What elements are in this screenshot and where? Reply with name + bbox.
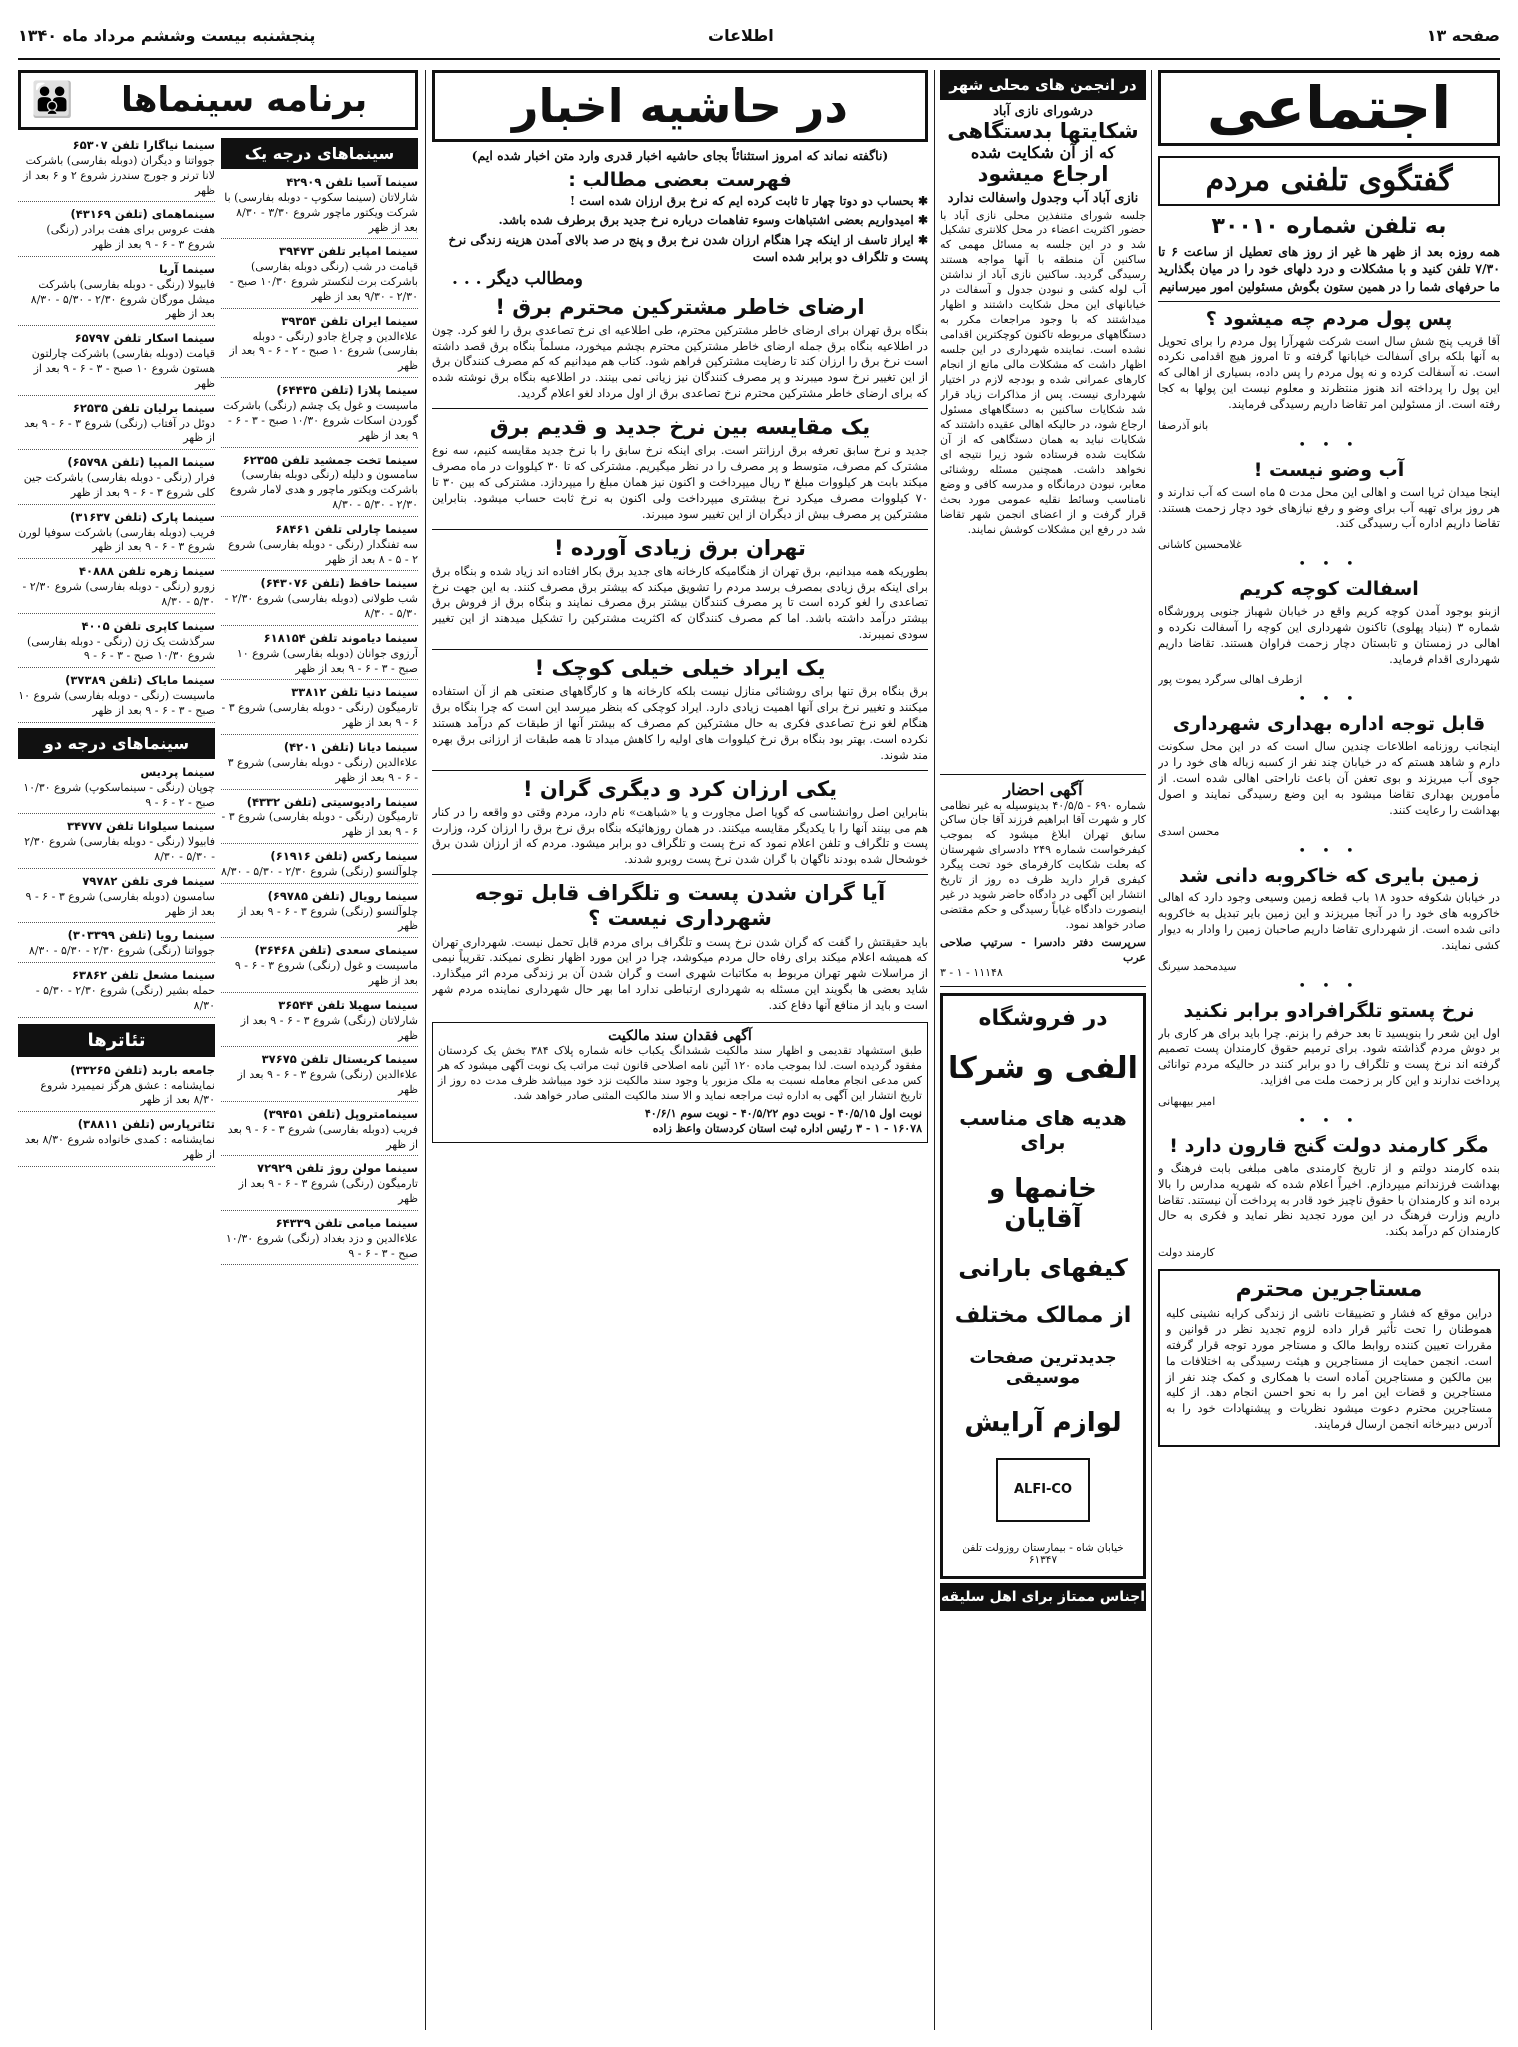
cinema-listing: سینما اسکار تلفن ۶۵۷۹۷ قیامت (دوبله بفارسی) باشرکت چارلتون هستون شروع ۱۰ صبح - ۳ - ۶ - ۹ بعد از ظهر — [18, 331, 215, 395]
letter-signature: سیدمحمد سیرنگ — [1158, 959, 1237, 973]
section-title: ارضای خاطر مشترکین محترم برق ! — [495, 294, 865, 319]
cinema-listing: سینمامتروپل (تلفن ۳۹۴۵۱) فریب (دوبله بفارسی) شروع ۳ - ۶ - ۹ بعد از ظهر — [221, 1107, 418, 1157]
letter-body: در خیابان شکوفه حدود ۱۸ باب قطعه زمین وسیعی وجود دارد که اهالی خاکروبه های خود را در آنجا میریزند و این زمین بایر تبدیل به خاکروبه دانی شده است. از شهرداری تقاضا داریم صاحبان زمین را وادار به دیوار کشی نمایند. — [1158, 890, 1500, 952]
cinema-listing: سینما نیاگارا تلفن ۶۵۳۰۷ جوواتنا و دیگران (دوبله بفارسی) باشرکت لانا ترنر و جورج سندرز شروع ۲ و ۶ بعد از ظهر — [18, 138, 215, 202]
theaters-banner: تئاترها — [18, 1024, 215, 1057]
ad-address: خیابان شاه - بیمارستان روزولت تلفن ۶۱۳۴۷ — [962, 1541, 1124, 1566]
cinema-listing: سینما پلازا (تلفن ۶۴۴۳۵) ماسیست و غول یک چشم (رنگی) باشرکت گوردن اسکات شروع ۱۰/۳۰ صبح - ۳ - ۶ - ۹ بعد از ظهر — [221, 383, 418, 447]
cinema-listing: سینما مایاک (تلفن ۳۷۳۸۹) ماسیست (رنگی - دوبله بفارسی) شروع ۱۰ صبح - ۳ - ۶ - ۹ بعد از ظهر — [18, 673, 215, 723]
section-body: جدید و نرخ سابق تعرفه برق ارزانتر است. برای اینکه نرخ سابق را با نرخ جدید مقایسه کنیم، سه نوع مشترک کم مصرف، متوسط و پر مصرف را در نظر میگیریم. مشترکی که تا ۳۰ کیلووات در ماه مصرف میکند بابت هر کیلووات مبلغ ۳ ریال میپرداخت و اکنون نیز همان مبلغ را میپردازد. مشترکی که بین ۳۰ تا ۷۰ کیلووات مصرف میکرد نرخ بیشتری میپرداخت ولی اکنون به نرخ ثابت حساب میشود. بنابراین مشترکین پر مصرف بیش از دیگران از این تغییر سود میبرند. — [432, 443, 928, 521]
notice-reference: ۱۱۱۴۸ - ۱ - ۳ — [940, 966, 1003, 979]
cinema-subcolumn-right — [221, 138, 418, 1270]
cinema-listing: سینما المپیا (تلفن ۶۵۷۹۸) فرار (رنگی - دوبله بفارسی) باشرکت جین کلی شروع ۳ - ۶ - ۹ بعد از ظهر — [18, 455, 215, 505]
ad-brand: ALFI-CO — [1013, 1482, 1073, 1498]
tenants-body: دراین موقع که فشار و تضییقات ناشی از زندگی کرایه نشینی کلیه هموطنان را تحت تأثیر قرار داده لزوم تجدید نظر در قوانین و مقررات تعیین کننده روابط مالک و مستاجر مورد توجه قرار گرفته است. انجمن حمایت از مستاجرین و هیئت رسیدگی به اختلافات ما بین مالکین و مستاجرین آماده است با همکاری و کمک چند نفر از مستاجرین و قضات این امر را به نحو احسن انجام دهد. از کلیه مستاجرین محترم دعوت میشود نظریات و پیشنهادات خود را به آدرس دبیرخانه انجمن ارسال فرمایند. — [1166, 1306, 1492, 1432]
letter-body: آقا قریب پنج شش سال است شرکت شهرآرا پول مردم را برای تحویل به آنها بلکه برای آسفالت خیابانها گرفته و تا امروز هیچ اقدامی نکرده است. نه آسفالت کرده و نه پول مردم را پس داده، بسیاری از اهالی که این پول را پرداخته اند هنوز منتظرند و معلوم نیست این پولها به کجا رفته است. از مسئولین امر تقاضا داریم رسیدگی فرمایند. — [1158, 333, 1500, 411]
legal-notice-dates: نوبت اول ۴۰/۵/۱۵ - نوبت دوم ۴۰/۵/۲۲ - نوبت سوم ۴۰/۶/۱ — [644, 1106, 922, 1120]
ad-line: خانمها و آقایان — [989, 1174, 1097, 1235]
cinema-listing: سینما میامی تلفن ۶۴۳۳۹ علاءالدین و دزد بغداد (رنگی) شروع ۱۰/۳۰ صبح - ۳ - ۶ - ۹ — [221, 1216, 418, 1266]
cinema-listing: سینما رویال (تلفن ۶۹۷۸۵) چلوآلنسو (رنگی) شروع ۳ - ۶ - ۹ بعد از ظهر — [221, 889, 418, 939]
letter-title: مگر کارمند دولت گنج قارون دارد ! — [1169, 1135, 1489, 1158]
letter-body: اینجا میدان ثریا است و اهالی این محل مدت ۵ ماه است که آب ندارند و هر روز برای تهیه آب برای وضو و رفع نیازهای خود دچار زحمت هستند. تقاضا داریم اداره آب رسیدگی کند. — [1158, 484, 1500, 531]
letter-title: قابل توجه اداره بهداری شهرداری — [1172, 713, 1486, 736]
letter-title: نرخ پستو تلگرافرادو برابر نکنید — [1183, 999, 1475, 1022]
news-margin-title: در حاشیه اخبار — [432, 70, 928, 142]
letter-title: اسفالت کوچه کریم — [1239, 578, 1419, 601]
news-margin-column — [432, 70, 928, 2030]
ad-line: کیفهای بارانی — [958, 1254, 1128, 1283]
cinema-listing: سینما کاپری تلفن ۴۰۰۵ سرگذشت یک زن (رنگی - دوبله بفارسی) شروع ۱۰/۳۰ صبح - ۳ - ۶ - ۹ — [18, 619, 215, 669]
section-title: یک ایراد خیلی خیلی کوچک ! — [534, 656, 826, 681]
section-body: باید حقیقتش را گفت که گران شدن نرخ پست و تلگراف برای مردم قابل تحمل نیست. شهرداری تهران که همیشه اعلام میکند برای رفاه حال مردم میکوشد، چرا در این مورد اظهار نظری نمیکند. تقریباً نیمی از مراسلات شهر تهران مربوط به مکاتبات شهری است و گران شدن آن بر زندگی مردم اثر میگذارد. شاید بعضی ها بگویند این مسئله به شهرداری ارتباطی ندارد اما بهر حال شهرداری نماینده مردم شهر است و باید از منافع آنها دفاع کند. — [432, 934, 928, 1012]
section-title: یک مقایسه بین نرخ جدید و قدیم برق — [489, 415, 871, 440]
cinema-listing: سینماهمای (تلفن ۴۳۱۶۹) هفت عروس برای هفت برادر (رنگی) شروع ۳ - ۶ - ۹ بعد از ظهر — [18, 207, 215, 257]
cinema-listing: سینما مشعل تلفن ۶۳۸۶۲ حمله بشیر (رنگی) شروع ۲/۳۰ - ۵/۳۰ - ۸/۳۰ — [18, 968, 215, 1018]
legal-notice-box — [432, 1022, 928, 1143]
contents-item: ✱ بحساب دو دوتا چهار تا ثابت کرده ایم که نرخ برق ارزان شده است ! — [569, 194, 928, 208]
letter-signature: ازطرف اهالی سرگرد یموت پور — [1158, 673, 1303, 687]
ad-line: لوازم آرایش — [964, 1407, 1122, 1438]
cinema-listing: سینما چارلی تلفن ۶۸۴۶۱ سه تفنگدار (رنگی - دوبله بفارسی) شروع ۲ - ۵ - ۸ بعد از ظهر — [221, 522, 418, 572]
notice-signature: سرپرست دفتر دادسرا - سرتیپ صلاحی عرب — [940, 936, 1146, 965]
section-body: برق بنگاه برق تنها برای روشنائی منازل نیست بلکه کارخانه ها و کارگاههای صنعتی هم از آن استفاده میکنند و تغییر نرخ برای آنها اهمیت زیادی دارد. ایراد کوچکی که بنظر میرسد این است که چرا بنگاه برق هنگام لغو نرخ تصاعدی فکری به حال مشترکین کم مصرف که بیشتر آنها از طبقات کم درآمد هستند نکرده است. بهتر بود بنگاه برق نرخ کیلووات های اولیه را کاهش میداد تا همه طبقات از ارزانی برق بهره مند شوند. — [432, 684, 928, 762]
news-section — [432, 415, 928, 522]
family-silhouette-icon: 👪 — [31, 80, 74, 120]
cinema-listing: سینما کریستال تلفن ۳۷۶۷۵ علاءالدین (رنگی) شروع ۳ - ۶ - ۹ بعد از ظهر — [221, 1052, 418, 1102]
letter-item — [1158, 308, 1500, 432]
local-council-banner: در انجمن های محلی شهر — [940, 70, 1146, 100]
cinema-subcolumn-left — [18, 138, 215, 1270]
letter-body: اول این شعر را بنویسید تا بعد حرفم را بزنم. چرا باید برای هر کاری بار بر دوش مردم گذاشته شود. برای ترمیم حقوق کارمندان پست تصمیم گرفته اند نرخ پست و تلگراف را دو برابر کنند در حالیکه مردم توانائی پرداخت ندارند و این کار بر زحمت ملت می افزاید. — [1158, 1025, 1500, 1088]
cinema-listing: سینما مولن روژ تلفن ۷۲۹۲۹ تارمیگون (رنگی) شروع ۳ - ۶ - ۹ بعد از ظهر — [221, 1161, 418, 1211]
letter-title: زمین بایری که خاکروبه دانی شد — [1178, 864, 1480, 887]
letter-title: پس پول مردم چه میشود ؟ — [1205, 307, 1453, 330]
ad-line: جدیدترین صفحات موسیقی — [969, 1347, 1117, 1388]
council-subhead: نازی آباد آب وجدول واسفالت ندارد — [947, 190, 1139, 206]
phone-heading: گفتگوی تلفنی مردم — [1158, 156, 1500, 206]
letter-item — [1158, 459, 1500, 551]
cinema-listing: سینما سیلوانا تلفن ۳۴۷۷۷ فابیولا (رنگی - دوبله بفارسی) شروع ۲/۳۰ - ۵/۳۰ - ۸/۳۰ — [18, 819, 215, 869]
theater-listing: تئاترپارس (تلفن ۳۸۸۱۱) نمایشنامه : کمدی خانواده شروع ۸/۳۰ بعد از ظهر — [18, 1117, 215, 1167]
second-run-banner: سینماهای درجه دو — [18, 728, 215, 759]
contents-item: ✱ ایراز تاسف از اینکه چرا هنگام ارزان شدن نرخ برق و پنج در صد بالای آمدن هزینه زندگی نرخ پست و تلگراف دو برابر شده است — [448, 232, 928, 265]
letter-title: آب وضو نیست ! — [1253, 458, 1405, 481]
issue-date: پنجشنبه بیست وششم مرداد ماه ۱۳۴۰ — [18, 26, 316, 45]
storefront-logo — [996, 1458, 1090, 1522]
letter-item — [1158, 865, 1500, 973]
legal-notice-body: طبق استشهاد تقدیمی و اظهار سند مالکیت ششدانگ یکباب خانه شماره پلاک ۳۸۴ بخش یک کردستان مفقود گردیده است. لذا بموجب ماده ۱۲۰ آئین نامه اصلاحی قانون ثبت مراتب یک نوبت آگهی میشود که هر کس مدعی انجام معامله نسبت به ملک مزبور یا وجود سند مالکیت نزد خود میباشد ظرف مدت ده روز از تاریخ انتشار این آگهی به اداره ثبت مراجعه نماید و الا سند مالکیت المثنی صادر خواهد شد. — [438, 1043, 922, 1102]
page-number: صفحه ۱۳ — [1426, 26, 1500, 45]
letter-signature: امیر بیهبهانی — [1158, 1095, 1216, 1109]
cinema-masthead-title: برنامه سینماها — [121, 80, 368, 120]
cinema-listing: سینما برلیان تلفن ۶۲۵۳۵ دوئل در آفتاب (رنگی) شروع ۳ - ۶ - ۹ بعد از ظهر — [18, 401, 215, 451]
cinema-listing: سینما دیاموند تلفن ۶۱۸۱۵۴ آرزوی جوانان (دوبله بفارسی) شروع ۱۰ صبح - ۳ - ۶ - ۹ بعد از ظهر — [221, 631, 418, 681]
cinema-listing: سینما رکس (تلفن ۶۱۹۱۶) چلوآلنسو (رنگی) شروع ۲/۳۰ - ۵/۳۰ - ۸/۳۰ — [221, 849, 418, 884]
council-headline: درشورای نازی آباد — [993, 104, 1093, 119]
ad-store-name: الفی و شرکا — [948, 1051, 1138, 1087]
letter-item — [1158, 1135, 1500, 1259]
first-run-banner: سینماهای درجه یک — [221, 138, 418, 169]
council-headline: شکایتها بدستگاهی — [947, 119, 1139, 143]
news-section — [432, 656, 928, 763]
cinema-masthead — [18, 70, 418, 130]
legal-notice-title: آگهی فقدان سند مالکیت — [608, 1027, 752, 1044]
contents-title: فهرست بعضی مطالب : — [568, 169, 792, 191]
phone-intro: همه روزه بعد از ظهر ها غیر از روز های تعطیل از ساعت ۶ تا ۷/۳۰ تلفن کنید و با مشکلات و درد دلهای خود را در میان بگذارید ما حرفهای شما را در همین ستون بگوش مسئولین امور میرسانیم — [1158, 244, 1500, 294]
letter-item — [1158, 1000, 1500, 1108]
letter-body: ازبنو بوجود آمدن کوچه کریم واقع در خیابان شهباز جنوبی پرورشگاه شماره ۳ (بنیاد پهلوی) تاکنون شهرداری این کوچه را آسفالت نکرده و اهالی در زمستان و تابستان دچار زحمت فراوان هستند. تقاضا داریم شهرداری اقدام فرماید. — [1158, 604, 1500, 666]
cinema-listing: سینما زهره تلفن ۴۰۸۸۸ زورو (رنگی - دوبله بفارسی) شروع ۲/۳۰ - ۵/۳۰ - ۸/۳۰ — [18, 564, 215, 614]
cinema-column — [18, 70, 418, 2030]
tenants-title: مستاجرین محترم — [1235, 1277, 1423, 1303]
cinema-listing: سینما رادیوسیتی (تلفن ۴۳۳۲) تارمیگون (رنگی - دوبله بفارسی) شروع ۳ - ۶ - ۹ بعد از ظهر — [221, 795, 418, 845]
letter-item — [1158, 713, 1500, 837]
section-body: بنگاه برق تهران برای ارضای خاطر مشترکین محترم، طی اطلاعیه ای نرخ تصاعدی برق را لغو کرد. چون در اطلاعیه بنگاه برق جمله ارضای خاطر مشترکین محترم بچشم میخورد، مسلماً بنگاه برق قصد داشته است نرخ برق را ارزان کند تا رضایت مشترکین فراهم شود. کتاب هم میدانیم که کم مصرف کنندگان برق از این تغییر نرخ سود میبرند و پر مصرف کنندگان نیز زیانی نمی بینند. در اطلاعیه بنگاه برق نوشته شده که برای ارضای خاطر مشترکین محترم نرخ تصاعدی برق از اول مرداد لغو اعلام گردید. — [432, 322, 928, 401]
cinema-listing: سینمای سعدی (تلفن ۳۶۴۶۸) ماسیست و غول (رنگی) شروع ۳ - ۶ - ۹ بعد از ظهر — [221, 943, 418, 993]
cinema-listing: سینما امپایر تلفن ۳۹۴۷۳ قیامت در شب (رنگی دوبله بفارسی) باشرکت برت لنکستر شروع ۱۰/۳۰ صبح - ۲/۳۰ - ۹/۳۰ بعد از ظهر — [221, 244, 418, 308]
section-title: تهران برق زیادی آورده ! — [554, 535, 806, 560]
ad-line: از ممالک مختلف — [954, 1302, 1132, 1328]
section-body: بطوریکه همه میدانیم، برق تهران از هنگامیکه کارخانه های جدید برق بکار افتاده اند زیاد شده و بنگاه برق برای اینکه برق زیادی بمصرف برسد مردم را تشویق میکند که بیشتر برق مصرف کنند. به این جهت نرخ تصاعدی را لغو کرده است تا پر مصرف کنندگان بیشتر برق مصرف نمایند و بنگاه برق از فروش برق بیشتر درآمد داشته باشد. اما کم مصرف کنندگان که اکثریت مشترکین را تشکیل میدهند از این تغییر سودی نمیبرند. — [432, 563, 928, 642]
cinema-listing: سینما رویا (تلفن ۳۰۳۳۹۹) جوواتنا (رنگی) شروع ۲/۳۰ - ۵/۳۰ - ۸/۳۰ — [18, 928, 215, 963]
social-column: اجتماعی گفتگوی تلفنی مردم به تلفن شماره ۳۰۰۱۰ همه روزه بعد از ظهر ها غیر از روز های تعطیل از ساعت ۶ تا ۷/۳۰ تلفن کنید و با مشکلات و درد دلهای خود را در میان بگذارید ما حرفهای شما را در همین ستون بگوش مسئولین امور میرسانیم پس پول مردم چه میشود ؟ آقا قریب پنج شش سال است شرکت شهرآرا پول مردم را برای تحویل به آنها بلکه برای آسفالت خیابانها گرفته و تا امروز هیچ اقدامی نکرده است. نه آسفالت کرده و نه پول مردم را پس داده، بسیاری از اهالی که این پول را پرداخته اند هنوز منتظرند و معلوم نیست این پولها به کجا رفته است. از مسئولین امر تقاضا داریم رسیدگی فرمایند. بانو آذرصفا • • • آب وضو نیست ! اینجا میدان ثریا است و اهالی این محل مدت ۵ ماه است که آب ندارند و هر روز برای تهیه آب برای وضو و رفع نیازهای خود دچار زحمت هستند. تقاضا داریم اداره آب رسیدگی کند. غلامحسین کاشانی • • • اسفالت کوچه کریم ازبنو بوجود آمدن کوچه کریم واقع در خیابان شهباز جنوبی پرورشگاه شماره ۳ (بنیاد پهلوی) تاکنون شهرداری این کوچه را آسفالت نکرده و اهالی در زمستان و تابستان دچار زحمت فراوان هستند. تقاضا داریم شهرداری اقدام فرماید. ازطرف اهالی سرگرد یموت پور • • • قابل توجه اداره بهداری شهرداری اینجانب روزنامه اطلاعات چندین سال است که در این محل سکونت دارم و شاهد هستم که در خیابان چند نفر از کسبه زباله های خود را در جوی آب میریزند و بوی تعفن آن باعث ناراحتی اهالی شده است. از مأمورین بهداری تقاضا میشود به این وضع رسیدگی نمایند و اصول بهداشت را رعایت کنند. محسن اسدی • • • زمین بایری که خاکروبه دانی شد در خیابان شکوفه حدود ۱۸ باب قطعه زمین وسیعی وجود دارد که اهالی خاکروبه های خود را در آنجا میریزند و این زمین بایر تبدیل به خاکروبه دانی شده است. از شهرداری تقاضا داریم صاحبان زمین را وادار به دیوار کشی نمایند. سیدمحمد سیرنگ • • • نرخ پستو تلگرافرادو برابر نکنید اول این شعر را بنویسید تا بعد حرفم را بزنم. چرا باید برای هر کاری بار بر دوش مردم گذاشته شود. برای ترمیم حقوق کارمندان پست تصمیم گرفته اند نرخ پست و تلگراف را دو برابر کنند در حالیکه مردم توانائی پرداخت ندارند و این کار بر زحمت ملت می افزاید. امیر بیهبهانی • • • مگر کارمند دولت گنج قارون دارد ! بنده کارمند دولتم و از تاریخ کارمندی ماهی مبلغی بابت فرهنگ و بهداشت فرزندانم میپردازم. اخیراً اعلام شده که شهریه مدارس را بالا برده اند و کارمندان با حقوق ناچیز خود قادر به پرداخت آن نیستند. تقاضا داریم وزارت فرهنگ در این مورد تجدید نظر نماید و فکری به حال کارمندان کم درآمد بکند. کارمند دولت مستاجرین محترم دراین موقع که فشار و تضییقات ناشی از زندگی کرایه نشینی کلیه هموطنان را تحت تأثیر قرار داده لزوم تجدید نظر در قوانین و مقررات تعیین کننده روابط مالک و مستاجر مورد توجه قرار گرفته است. انجمن حمایت از مستاجرین و هیئت رسیدگی به اختلافات ما بین مالکین و مستاجرین آماده است با همکاری و کمک چند نفر از مستاجرین و قضات این امر را به نحو احسن انجام دهد. از کلیه مستاجرین محترم دعوت میشود نظریات و پیشنهادات خود را به آدرس دبیرخانه انجمن ارسال فرمایند. — [1158, 70, 1500, 2030]
letter-body: اینجانب روزنامه اطلاعات چندین سال است که در این محل سکونت دارم و شاهد هستم که در خیابان چند نفر از کسبه زباله های خود را در جوی آب میریزند و بوی تعفن آن باعث ناراحتی اهالی شده است. از مأمورین بهداری تقاضا میشود به این وضع رسیدگی نمایند و اصول بهداشت را رعایت کنند. — [1158, 739, 1500, 817]
phone-number-title: به تلفن شماره ۳۰۰۱۰ — [1211, 214, 1447, 239]
contents-item: ✱ امیدواریم بعضی اشتباهات وسوء تفاهمات درباره نرخ جدید برق برطرف شده باشد. — [498, 213, 928, 228]
contents-more: ومطالب دیگر . . . — [452, 268, 583, 289]
cinema-listing: سینما حافظ (تلفن ۶۴۳۰۷۶) شب طولانی (دوبله بفارسی) شروع ۲/۳۰ - ۵/۳۰ - ۸/۳۰ — [221, 576, 418, 626]
section-body: بنابراین اصل روانشناسی که گویا اصل مجاورت و یا «شباهت» نام دارد، مردم وقتی دو واقعه را در کنار هم می بینند آنها را با یکدیگر مقایسه میکنند. در همان روزهائیکه بنگاه برق نرخ برق را ارزان کرد، وزارت پست و تلگراف و تلفن اعلام نمود که نرخ پست و تلگراف دو برابر میشود. مردم که از ارزان شدن برق خوشحال شده بودند ناگهان با گران شدن نرخ پست روبرو شدند. — [432, 804, 928, 867]
news-section — [432, 536, 928, 643]
cinema-listing: سینما سهیلا تلفن ۳۶۵۴۴ شارلاتان (رنگی) شروع ۳ - ۶ - ۹ بعد از ظهر — [221, 998, 418, 1048]
council-body: جلسه شورای متنفذین محلی نازی آباد با حضور اکثریت اعضاء در محل کلانتری تشکیل شد و در این جلسه به مسائل مهمی که ساکنین آن منطقه با آنها مواجه هستند رسیدگی گردید. ساکنین نازی آباد از نداشتن آب لوله کشی و نبودن جدول و آسفالت در خیابانهای این محل شکایت داشتند و اظهار میداشتند که با وجود مراجعات مکرر به دستگاههای مربوطه تاکنون کوچکترین اقدامی نشده است. نماینده شهرداری در این جلسه اظهار داشت که مشکلات مالی مانع از انجام کارهای عمرانی شده و بودجه لازم در اختیار شهرداری نیست. پس از مذاکرات زیاد قرار شد شکایات ساکنین به دستگاههای مسئول ارجاع شود، در حالیکه اهالی عقیده داشتند که شکایات نباید به همان دستگاهی که از آن شکایت شده فرستاده شود زیرا نتیجه ای نخواهد داشت. همچنین مسئله روشنائی معابر، نبودن درمانگاه و مدرسه کافی و وضع نامناسب وسائط نقلیه عمومی مورد بحث قرار گرفت و از اعضای انجمن شهر تقاضا شد در رفع این مشکلات کوشش نمایند. — [940, 208, 1146, 536]
cinema-listing: سینما دیانا (تلفن ۴۲۰۱) علاءالدین (رنگی - دوبله بفارسی) شروع ۳ - ۶ - ۹ بعد از ظهر — [221, 740, 418, 790]
paper-name: اطلاعات — [708, 26, 774, 45]
section-title: یکی ارزان کرد و دیگری گران ! — [523, 776, 837, 801]
cinema-listing: سینما پردیس چوپان (رنگی - سینماسکوپ) شروع ۱۰/۳۰ صبح - ۲ - ۶ - ۹ — [18, 765, 215, 815]
social-masthead: اجتماعی — [1158, 70, 1500, 146]
letter-body: بنده کارمند دولتم و از تاریخ کارمندی ماهی مبلغی بابت فرهنگ و بهداشت فرزندانم میپردازم. اخیراً اعلام شده که شهریه مدارس را بالا برده اند و کارمندان با حقوق ناچیز خود قادر به پرداخت آن نیستند. تقاضا داریم وزارت فرهنگ در این مورد تجدید نظر نماید و فکری به حال کارمندان کم درآمد بکند. — [1158, 1160, 1500, 1239]
cinema-listing: سینما آریا فابیولا (رنگی - دوبله بفارسی) باشرکت میشل مورگان شروع ۲/۳۰ - ۵/۳۰ - ۸/۳۰ بعد از ظهر — [18, 262, 215, 326]
cinema-listing: سینما ایران تلفن ۳۹۳۵۴ علاءالدین و چراغ جادو (رنگی - دوبله بفارسی) شروع ۱۰ صبح - ۲ - ۶ - ۹ بعد از ظهر — [221, 314, 418, 378]
newspaper-page — [18, 14, 1500, 2034]
tenants-box — [1158, 1269, 1500, 1447]
cinema-listing: سینما آسیا تلفن ۴۲۹۰۹ شارلاتان (سینما سکوپ - دوبله بفارسی) با شرکت ویکتور ماچور شروع ۳/۳۰ - ۸/۳۰ بعد از ظهر — [221, 175, 418, 239]
ad-line: در فروشگاه — [978, 1005, 1108, 1031]
notice-body: شماره ۶۹۰ - ۴۰/۵/۵ بدینوسیله به غیر نظامی کار و شهرت آقا ابراهیم فرزند آقا جان ساکن سابق تهران ابلاغ میشود که بموجب کیفرخواست شماره ۲۴۹ دادسرای شهرستان که بعلت شکایت کارفرمای خود تحت پیگرد کیفری قرار دارید ظرف ده روز از تاریخ انتشار این آگهی در دادگاه حاضر شوید در غیر اینصورت دادگاه غیاباً رسیدگی و حکم مقتضی صادر خواهد نمود. — [940, 798, 1146, 932]
letter-signature: محسن اسدی — [1158, 824, 1220, 838]
theater-listing: جامعه باربد (تلفن ۳۳۲۶۵) نمایشنامه : عشق هرگز نمیمیرد شروع ۸/۳۰ بعد از ظهر — [18, 1063, 215, 1113]
cinema-listing: سینما تخت جمشید تلفن ۶۲۳۵۵ سامسون و دلیله (رنگی دوبله بفارسی) باشرکت ویکتور ماچور و هدی لامار شروع ۲/۳۰ - ۵/۳۰ - ۸/۳۰ — [221, 453, 418, 517]
notice-title: آگهی احضار — [1003, 779, 1083, 799]
section-title: آیا گران شدن پست و تلگراف قابل توجه شهرداری نیست ؟ — [474, 881, 886, 931]
cinema-listing: سینما دنیا تلفن ۳۳۸۱۲ تارمیگون (رنگی - دوبله بفارسی) شروع ۳ - ۶ - ۹ بعد از ظهر — [221, 685, 418, 735]
cinema-listing: سینما فری تلفن ۷۹۷۸۲ سامسون (دوبله بفارسی) شروع ۳ - ۶ - ۹ بعد از ظهر — [18, 874, 215, 924]
cinema-listing: سینما پارک (تلفن ۳۱۶۳۷) فریب (دوبله بفارسی) باشرکت سوفیا لورن شروع ۳ - ۶ - ۹ بعد از ظهر — [18, 510, 215, 560]
news-margin-subtitle: (ناگفته نماند که امروز استثنائاً بجای حاشیه اخبار قدری وارد متن اخبار شده ایم) — [471, 148, 889, 163]
letter-item — [1158, 578, 1500, 686]
news-section — [432, 295, 928, 402]
letter-signature: بانو آذرصفا — [1158, 418, 1209, 432]
letter-signature: غلامحسین کاشانی — [1158, 538, 1242, 552]
news-section — [432, 881, 928, 1014]
page-header — [18, 14, 1500, 60]
letter-signature: کارمند دولت — [1158, 1246, 1215, 1260]
council-headline: ارجاع میشود — [977, 162, 1109, 187]
ad-footer: اجناس ممتاز برای اهل سلیقه — [940, 1583, 1146, 1611]
council-headline: که از آن شکایت شده — [970, 143, 1116, 163]
news-section — [432, 777, 928, 869]
local-council-column — [940, 70, 1146, 2030]
alfi-store-ad — [940, 993, 1146, 1579]
legal-notice-signature: ۱۶۰۷۸ - ۱ - ۳ رئیس اداره ثبت استان کردستان واعظ زاده — [652, 1121, 922, 1135]
ad-line: هدیه های مناسب برای — [959, 1106, 1127, 1155]
